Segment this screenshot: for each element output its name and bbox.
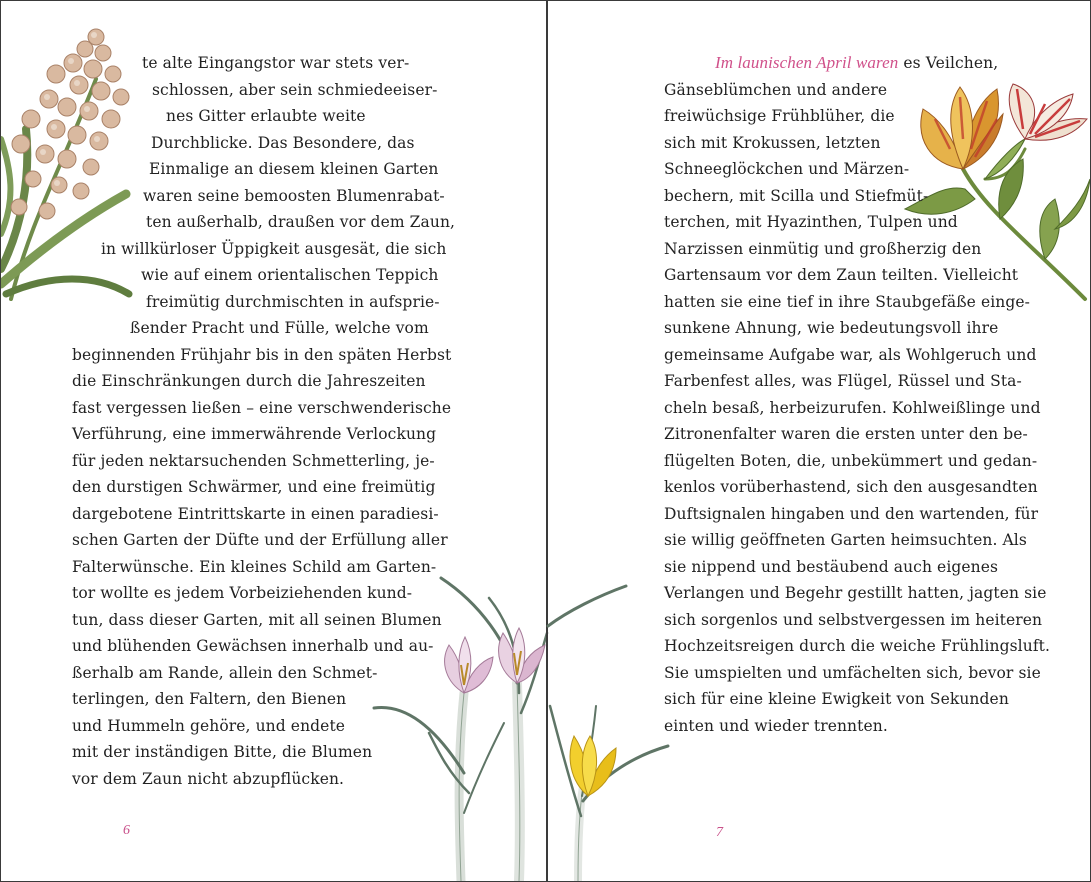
text-line: bechern, mit Scilla und Stiefmüt- [664,187,929,205]
text-line: flügelten Boten, die, unbekümmert und gedan- [664,452,1038,470]
text-line: in willkürloser Üppigkeit ausgesät, die sich [101,240,447,258]
text-line: freiwüchsige Frühblüher, die [664,107,895,125]
text-line: Einmalige an diesem kleinen Garten [149,160,439,178]
text-line: Duftsignalen hingaben und den wartenden, für [664,505,1039,523]
crocus-illustration [548,586,678,881]
text-line: Sie umspielten und umfächelten sich, bevor sie [664,664,1041,682]
text-line: te alte Eingangstor war stets ver- [142,54,410,72]
text-line: Farbenfest alles, was Flügel, Rüssel und Sta- [664,372,1022,390]
text-line: Gänseblümchen und andere [664,81,888,99]
text-line: Verlangen und Begehr gestillt hatten, jagten sie [664,584,1047,602]
text-line: nes Gitter erlaubte weite [166,107,366,125]
text-line [715,54,998,72]
right-page [548,1,1090,881]
text-line: sich für eine kleine Ewigkeit von Sekunden [664,690,1009,708]
text-line: sie willig geöffneten Garten heimsuchten. Als [664,531,1027,549]
page-number: 7 [716,825,723,840]
text-line: ßerhalb am Rande, allein den Schmet- [72,664,378,682]
text-line: sich mit Krokussen, letzten [664,134,881,152]
text-line: einten und wieder trennten. [664,717,888,735]
text-fragment: es Veilchen, [898,54,999,72]
text-line: freimütig durchmischten in aufsprie- [146,293,440,311]
text-line: dargebotene Eintrittskarte in einen paradiesi- [72,505,439,523]
text-line: Verführung, eine immerwährende Verlockung [72,425,437,443]
text-line: schlossen, aber sein schmiedeeiser- [152,81,438,99]
text-line: tor wollte es jedem Vorbeiziehenden kund- [72,584,413,602]
text-line: den durstigen Schwärmer, und eine freimütig [72,478,436,496]
text-line: und Hummeln gehöre, und endete [72,717,346,735]
hyacinth-illustration [1,19,141,304]
text-line: ten außerhalb, draußen vor dem Zaun, [146,213,456,231]
text-line: hatten sie eine tief in ihre Staubgefäße einge- [664,293,1030,311]
left-page [1,1,546,881]
text-line: Narzissen einmütig und großherzig den [664,240,982,258]
text-line: Falterwünsche. Ein kleines Schild am Garten- [72,558,437,576]
text-line: terchen, mit Hyazinthen, Tulpen und [664,213,958,231]
text-line: Hochzeitsreigen durch die weiche Frühlingsluft. [664,637,1051,655]
text-line: sunkene Ahnung, wie bedeutungsvoll ihre [664,319,999,337]
text-line: cheln besaß, herbeizurufen. Kohlweißlinge und [664,399,1041,417]
text-line: tun, dass dieser Garten, mit all seinen Blumen [72,611,442,629]
text-line: kenlos vorüberhastend, sich den ausgesandten [664,478,1038,496]
page-number: 6 [123,823,130,838]
text-line: gemeinsame Aufgabe war, als Wohlgeruch und [664,346,1037,364]
text-line: terlingen, den Faltern, den Bienen [72,690,347,708]
chapter-lead-in: Im launischen April waren [715,53,899,72]
text-line: schen Garten der Düfte und der Erfüllung aller [72,531,448,549]
text-line: Schneeglöckchen und Märzen- [664,160,910,178]
text-line: beginnenden Frühjahr bis in den späten Herbst [72,346,452,364]
text-line: mit der inständigen Bitte, die Blumen [72,743,373,761]
text-line: waren seine bemoosten Blumenrabat- [143,187,445,205]
text-line: fast vergessen ließen – eine verschwenderische [72,399,452,417]
text-line: für jeden nektarsuchenden Schmetterling, je- [72,452,435,470]
text-line: Gartensaum vor dem Zaun teilten. Vielleicht [664,266,1019,284]
text-line: vor dem Zaun nicht abzupflücken. [72,770,345,788]
text-line: Durchblicke. Das Besondere, das [151,134,415,152]
text-line: und blühenden Gewächsen innerhalb und au- [72,637,434,655]
text-line: wie auf einem orientalischen Teppich [141,266,439,284]
text-line: die Einschränkungen durch die Jahreszeiten [72,372,426,390]
text-line: Zitronenfalter waren die ersten unter den be- [664,425,1028,443]
text-line: ßender Pracht und Fülle, welche vom [130,319,429,337]
text-line: sich sorgenlos und selbstvergessen im heiteren [664,611,1043,629]
text-line: sie nippend und bestäubend auch eigenes [664,558,999,576]
